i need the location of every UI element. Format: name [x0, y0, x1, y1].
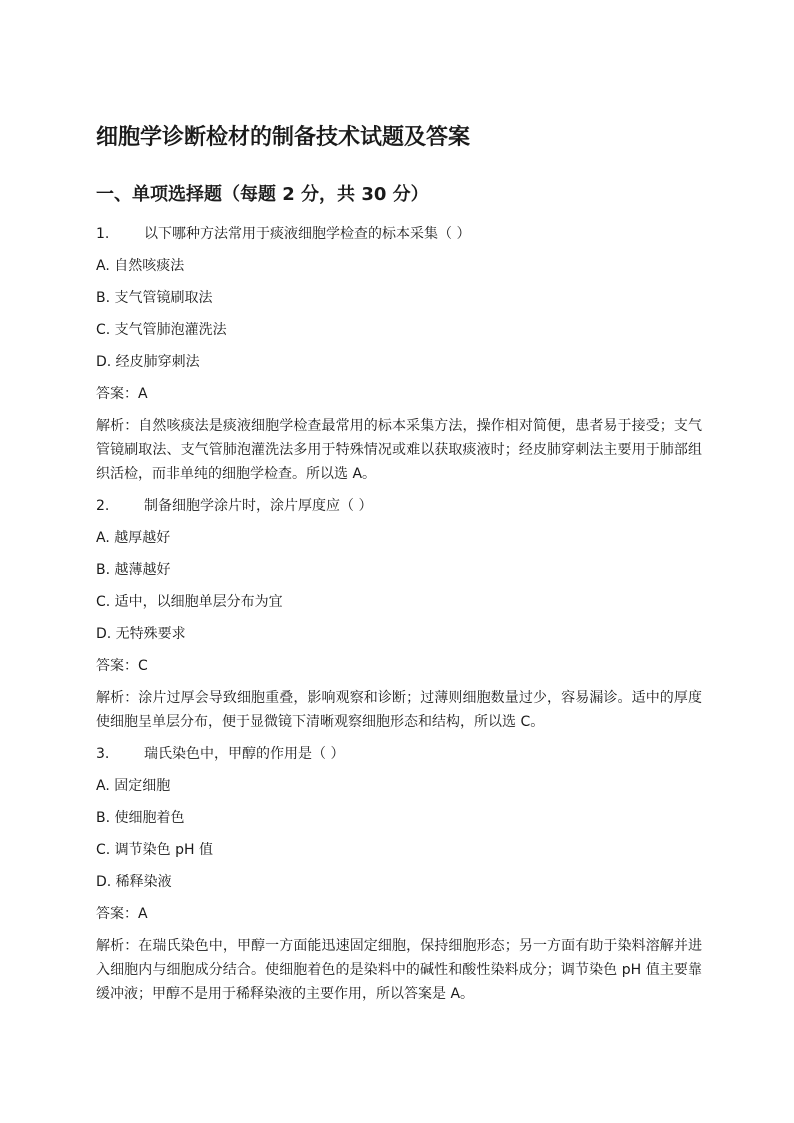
option-b: B. 支气管镜刷取法: [96, 290, 213, 306]
question-3: [96, 742, 702, 1006]
question-stem: [96, 742, 702, 766]
question-list: [96, 222, 702, 1014]
question-text: 以下哪种方法常用于痰液细胞学检查的标本采集（ ）: [144, 226, 471, 242]
question-number: 2.: [96, 498, 110, 514]
question-stem: [96, 494, 702, 518]
question-number: 1.: [96, 226, 110, 242]
question-number: 3.: [96, 746, 110, 762]
option-a: A. 自然咳痰法: [96, 258, 185, 274]
question-2: [96, 494, 702, 734]
question-text: 制备细胞学涂片时，涂片厚度应（ ）: [144, 498, 373, 514]
option-b: B. 使细胞着色: [96, 810, 185, 826]
option-b: B. 越薄越好: [96, 562, 171, 578]
option-c: C. 支气管肺泡灌洗法: [96, 322, 227, 338]
option-c: C. 调节染色 pH 值: [96, 842, 213, 858]
explanation: 解析：涂片过厚会导致细胞重叠，影响观察和诊断；过薄则细胞数量过少，容易漏诊。适中的厚度使细胞呈单层分布，便于显微镜下清晰观察细胞形态和结构，所以选 C。: [96, 690, 702, 730]
option-d: D. 经皮肺穿刺法: [96, 354, 200, 370]
explanation: 解析：自然咳痰法是痰液细胞学检查最常用的标本采集方法，操作相对简便，患者易于接受；支气管镜刷取法、支气管肺泡灌洗法多用于特殊情况或难以获取痰液时；经皮肺穿刺法主要用于肺部组织活检，而非单纯的细胞学检查。所以选 A。: [96, 418, 702, 482]
answer: 答案：A: [96, 386, 148, 402]
option-d: D. 稀释染液: [96, 874, 172, 890]
option-c: C. 适中，以细胞单层分布为宜: [96, 594, 283, 610]
answer: 答案：A: [96, 906, 148, 922]
option-a: A. 越厚越好: [96, 530, 171, 546]
question-text: 瑞氏染色中，甲醇的作用是（ ）: [144, 746, 345, 762]
option-a: A. 固定细胞: [96, 778, 171, 794]
option-d: D. 无特殊要求: [96, 626, 186, 642]
explanation: 解析：在瑞氏染色中，甲醇一方面能迅速固定细胞，保持细胞形态；另一方面有助于染料溶解并进入细胞内与细胞成分结合。使细胞着色的是染料中的碱性和酸性染料成分；调节染色 pH 值主要靠缓冲液；甲醇不是用于稀释染液的主要作用，所以答案是 A。: [96, 938, 702, 1002]
question-stem: [96, 222, 702, 246]
document-title: 细胞学诊断检材的制备技术试题及答案: [96, 125, 471, 150]
question-1: [96, 222, 702, 486]
section-title: 一、单项选择题（每题 2 分，共 30 分）: [96, 184, 429, 205]
answer: 答案：C: [96, 658, 148, 674]
